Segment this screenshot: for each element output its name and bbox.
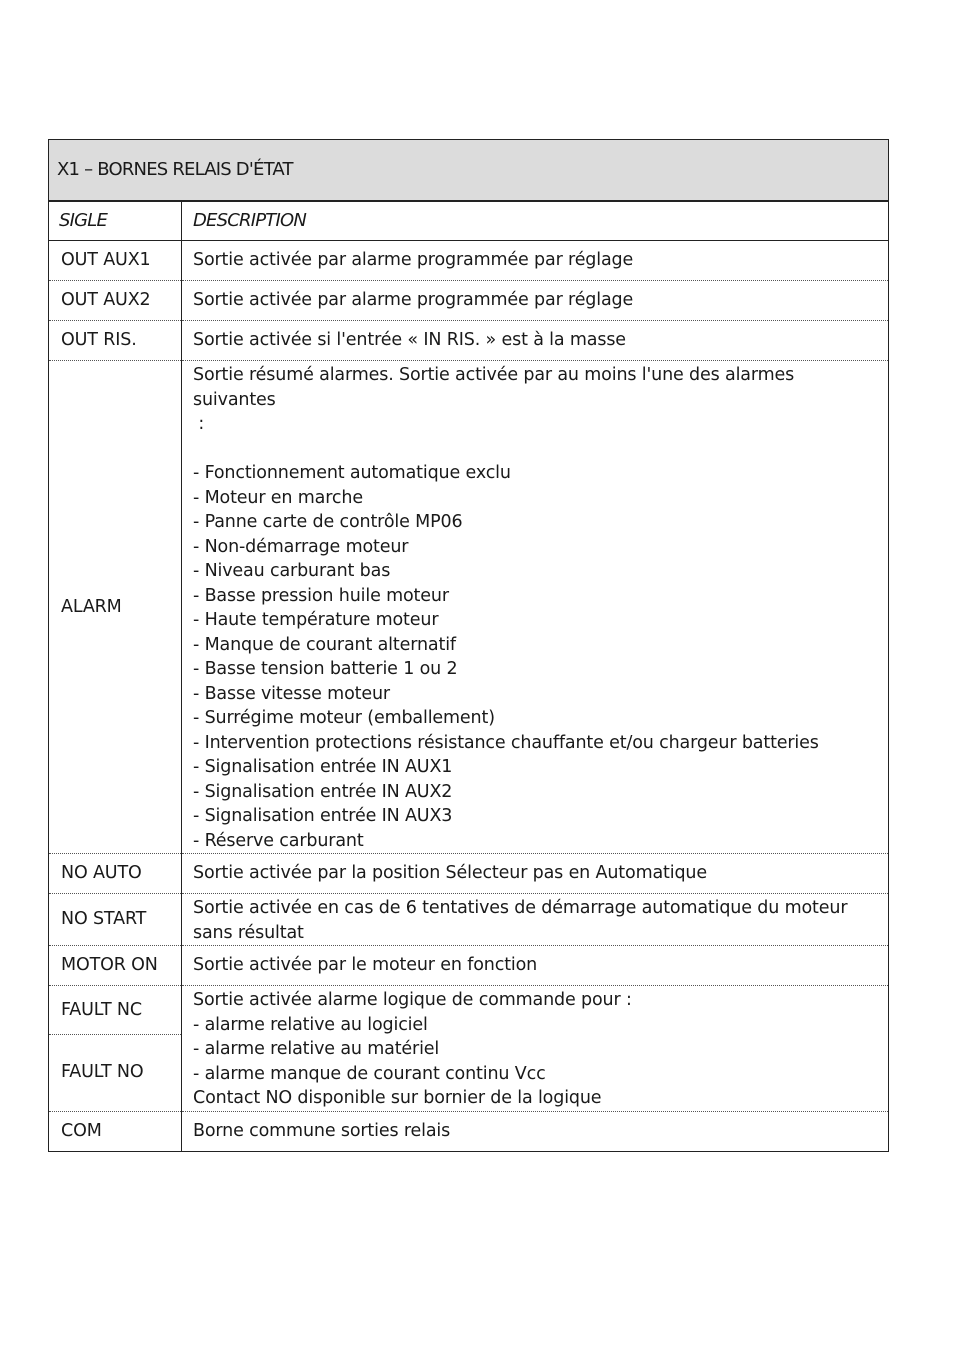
description-cell: Sortie activée si l'entrée « IN RIS. » est à la masse (182, 321, 889, 361)
sigle-cell: MOTOR ON (49, 946, 182, 986)
sigle-cell: FAULT NC (49, 986, 182, 1035)
sigle-cell: OUT RIS. (49, 321, 182, 361)
sigle-cell: OUT AUX1 (49, 241, 182, 281)
table-row (49, 1111, 889, 1151)
table-header-row (49, 201, 889, 241)
description-cell: Sortie activée par alarme programmée par réglage (182, 281, 889, 321)
sigle-cell: FAULT NO (49, 1034, 182, 1111)
column-header-sigle: SIGLE (49, 201, 182, 241)
description-cell: Sortie activée par le moteur en fonction (182, 946, 889, 986)
table-row (49, 946, 889, 986)
description-cell: Sortie activée en cas de 6 tentatives de démarrage automatique du moteur sans résultat (182, 894, 889, 946)
description-cell: Sortie activée par alarme programmée par réglage (182, 241, 889, 281)
description-cell: Borne commune sorties relais (182, 1111, 889, 1151)
description-cell: Sortie activée alarme logique de commande pour : - alarme relative au logiciel - alarme relative au matériel - alarme manque de courant continu Vcc Contact NO disponible sur bornier de la logique (182, 986, 889, 1112)
sigle-cell: NO START (49, 894, 182, 946)
sigle-cell: COM (49, 1111, 182, 1151)
column-header-description: DESCRIPTION (182, 201, 889, 241)
sigle-cell: OUT AUX2 (49, 281, 182, 321)
table-row (49, 854, 889, 894)
table-row (49, 361, 889, 854)
table-title-row (49, 140, 889, 201)
description-cell: Sortie activée par la position Sélecteur pas en Automatique (182, 854, 889, 894)
sigle-cell: NO AUTO (49, 854, 182, 894)
table-row (49, 894, 889, 946)
table-row (49, 321, 889, 361)
table-title: X1 – BORNES RELAIS D'ÉTAT (49, 140, 889, 201)
table-row (49, 986, 889, 1035)
description-cell: Sortie résumé alarmes. Sortie activée par au moins l'une des alarmes suivantes : - Fonctionnement automatique exclu - Moteur en marche - Panne carte de contrôle MP06 - Non-démarrage moteur - Niveau carburant bas - Basse pression huile moteur - Haute température moteur - Manque de courant alternatif - Basse tension batterie 1 ou 2 - Basse vitesse moteur - Surrégime moteur (emballement) - Intervention protections résistance chauffante et/ou chargeur batteries - Signalisation entrée IN AUX1 - Signalisation entrée IN AUX2 - Signalisation entrée IN AUX3 - Réserve carburant (182, 361, 889, 854)
sigle-cell: ALARM (49, 361, 182, 854)
table-row (49, 241, 889, 281)
table-row (49, 281, 889, 321)
relay-terminals-table (48, 139, 889, 1152)
